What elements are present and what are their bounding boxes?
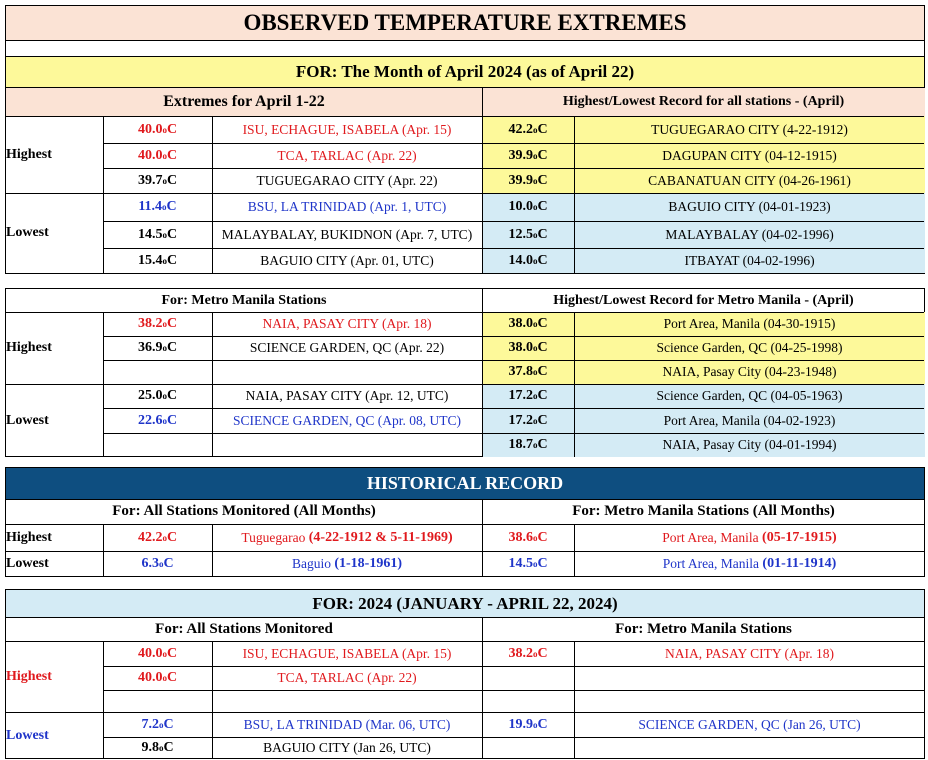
s4-mm-value: 19.9 o C — [508, 716, 548, 732]
s3-mm-high-date: (05-17-1915) — [762, 529, 837, 545]
s1-record-value: 12.5 o C — [508, 226, 548, 242]
s3-mm-low-station — [574, 551, 925, 577]
s2-value — [103, 360, 212, 384]
historical-title: HISTORICAL RECORD — [6, 468, 924, 499]
s1-station: BAGUIO CITY (Apr. 01, UTC) — [260, 252, 434, 268]
s1-record-station: CABANATUAN CITY (04-26-1961) — [648, 172, 851, 188]
s3-low-station — [212, 551, 482, 577]
s1-highest-label: Highest — [6, 146, 52, 162]
section-april-extremes — [5, 88, 925, 274]
s2-value: 36.9 o C — [137, 340, 178, 355]
s4-mm-station — [574, 737, 925, 759]
s1-value: 40.0 o C — [137, 147, 178, 163]
s2-record-value: 17.2 o C — [508, 388, 548, 403]
s2-left-header: For: Metro Manila Stations — [161, 292, 327, 308]
s4-mm-station — [574, 666, 925, 690]
s1-record-station: TUGUEGARAO CITY (4-22-1912) — [651, 121, 848, 137]
s4-mm-value — [482, 666, 574, 690]
s3-lowest-label: Lowest — [6, 556, 49, 571]
s2-record-station: Port Area, Manila (04-30-1915) — [663, 316, 836, 331]
s2-value: 25.0 o C — [137, 388, 178, 403]
section-metro-manila — [5, 288, 925, 457]
s3-highest-label: Highest — [6, 529, 52, 545]
s4-station: BAGUIO CITY (Jan 26, UTC) — [263, 740, 431, 755]
s3-mm-high-value: 38.6 o C — [508, 529, 548, 545]
s1-station: BSU, LA TRINIDAD (Apr. 1, UTC) — [247, 199, 447, 214]
s1-value: 15.4 o C — [137, 252, 178, 268]
s1-record-value: 42.2 o C — [508, 121, 548, 137]
s1-station: TCA, TARLAC (Apr. 22) — [277, 147, 417, 163]
s1-record-station: BAGUIO CITY (04-01-1923) — [668, 199, 831, 214]
s1-record-value: 10.0 o C — [508, 199, 548, 214]
s2-station — [212, 433, 482, 457]
s1-value: 14.5 o C — [137, 226, 178, 242]
page-title: OBSERVED TEMPERATURE EXTREMES — [5, 5, 925, 41]
section-2024-title: FOR: 2024 (JANUARY - APRIL 22, 2024) — [6, 590, 924, 617]
s2-station — [212, 360, 482, 384]
s3-mm-low-station-name: Port Area, Manila — [662, 556, 760, 571]
s2-highest-label: Highest — [6, 340, 52, 355]
s2-record-station: NAIA, Pasay City (04-23-1948) — [662, 364, 837, 379]
s4-value — [103, 690, 212, 712]
s2-station: SCIENCE GARDEN, QC (Apr. 22) — [249, 340, 445, 355]
s3-low-station-name: Baguio — [291, 556, 331, 571]
s3-high-date: (4-22-1912 & 5-11-1969) — [308, 529, 453, 545]
s3-high-station-name: Tuguegarao — [241, 529, 306, 545]
s1-record-value: 14.0 o C — [508, 252, 548, 268]
s4-mm-value — [482, 690, 574, 712]
s4-station: BSU, LA TRINIDAD (Mar. 06, UTC) — [243, 716, 451, 732]
s1-record-value: 39.9 o C — [508, 172, 548, 188]
spacer-row — [5, 41, 925, 57]
s4-station: TCA, TARLAC (Apr. 22) — [277, 670, 417, 685]
s2-record-value: 17.2 o C — [508, 412, 548, 428]
s4-value: 40.0 o C — [137, 645, 178, 661]
s2-record-station: NAIA, Pasay City (04-01-1994) — [662, 437, 837, 452]
s2-record-value: 38.0 o C — [508, 340, 548, 355]
s4-lowest-label: Lowest — [6, 727, 49, 743]
s2-station: SCIENCE GARDEN, QC (Apr. 08, UTC) — [233, 412, 461, 428]
s3-mm-low-date: (01-11-1914) — [762, 556, 837, 571]
s2-record-station: Science Garden, QC (04-05-1963) — [656, 388, 843, 403]
s4-mm-value — [482, 737, 574, 759]
month-banner: FOR: The Month of April 2024 (as of April 22) — [5, 57, 925, 88]
section-historical-record — [5, 467, 925, 577]
s2-value: 22.6 o C — [137, 412, 178, 428]
s3-low-value: 6.3 o C — [141, 556, 174, 571]
s1-record-station: MALAYBALAY (04-02-1996) — [665, 226, 834, 242]
s4-mm-station — [574, 690, 925, 712]
s1-value: 39.7 o C — [137, 172, 178, 188]
s1-record-value: 39.9 o C — [508, 147, 548, 163]
s4-station — [212, 690, 482, 712]
s2-right-header: Highest/Lowest Record for Metro Manila - (April) — [553, 292, 854, 308]
s1-station: TUGUEGARAO CITY (Apr. 22) — [256, 172, 438, 188]
s2-value — [103, 433, 212, 457]
s1-record-station: DAGUPAN CITY (04-12-1915) — [662, 147, 837, 163]
s4-mm-value: 38.2 o C — [508, 645, 548, 661]
s3-low-date: (1-18-1961) — [334, 556, 403, 571]
s3-right-header: For: Metro Manila Stations (All Months) — [572, 503, 835, 519]
s2-record-value: 18.7 o C — [508, 437, 548, 452]
s3-mm-high-station — [574, 524, 925, 551]
s3-high-value: 42.2 o C — [137, 529, 178, 545]
s4-value: 9.8 o C — [141, 740, 174, 755]
s4-right-header: For: Metro Manila Stations — [615, 620, 792, 637]
s1-value: 11.4 o C — [138, 199, 177, 214]
s1-station: ISU, ECHAGUE, ISABELA (Apr. 15) — [242, 121, 452, 137]
s3-mm-low-value: 14.5 o C — [508, 556, 548, 571]
s1-station: MALAYBALAY, BUKIDNON (Apr. 7, UTC) — [221, 226, 473, 242]
s2-station: NAIA, PASAY CITY (Apr. 18) — [262, 316, 432, 331]
s4-highest-label: Highest — [6, 668, 52, 684]
s3-high-station — [212, 524, 482, 551]
s3-mm-high-station-name: Port Area, Manila — [662, 529, 759, 545]
s1-left-header: Extremes for April 1-22 — [6, 88, 482, 116]
s3-left-header: For: All Stations Monitored (All Months) — [112, 503, 376, 519]
s4-value: 7.2 o C — [141, 716, 174, 732]
s1-lowest-label: Lowest — [6, 225, 49, 240]
s2-record-value: 38.0 o C — [508, 316, 548, 331]
s4-station: ISU, ECHAGUE, ISABELA (Apr. 15) — [242, 645, 452, 661]
s1-value: 40.0 o C — [137, 121, 178, 137]
s4-left-header: For: All Stations Monitored — [155, 620, 333, 637]
s2-lowest-label: Lowest — [6, 412, 49, 428]
s2-record-station: Port Area, Manila (04-02-1923) — [663, 412, 836, 428]
s1-record-station: ITBAYAT (04-02-1996) — [684, 252, 815, 268]
section-2024 — [5, 589, 925, 759]
s4-value: 40.0 o C — [137, 670, 178, 685]
s4-mm-station: NAIA, PASAY CITY (Apr. 18) — [664, 645, 834, 661]
s2-station: NAIA, PASAY CITY (Apr. 12, UTC) — [245, 388, 449, 403]
s2-value: 38.2 o C — [137, 316, 178, 331]
s1-right-header: Highest/Lowest Record for all stations - (April) — [482, 88, 925, 116]
s2-record-value: 37.8 o C — [508, 364, 548, 379]
s4-mm-station: SCIENCE GARDEN, QC (Jan 26, UTC) — [638, 716, 861, 732]
s2-record-station: Science Garden, QC (04-25-1998) — [656, 340, 843, 355]
